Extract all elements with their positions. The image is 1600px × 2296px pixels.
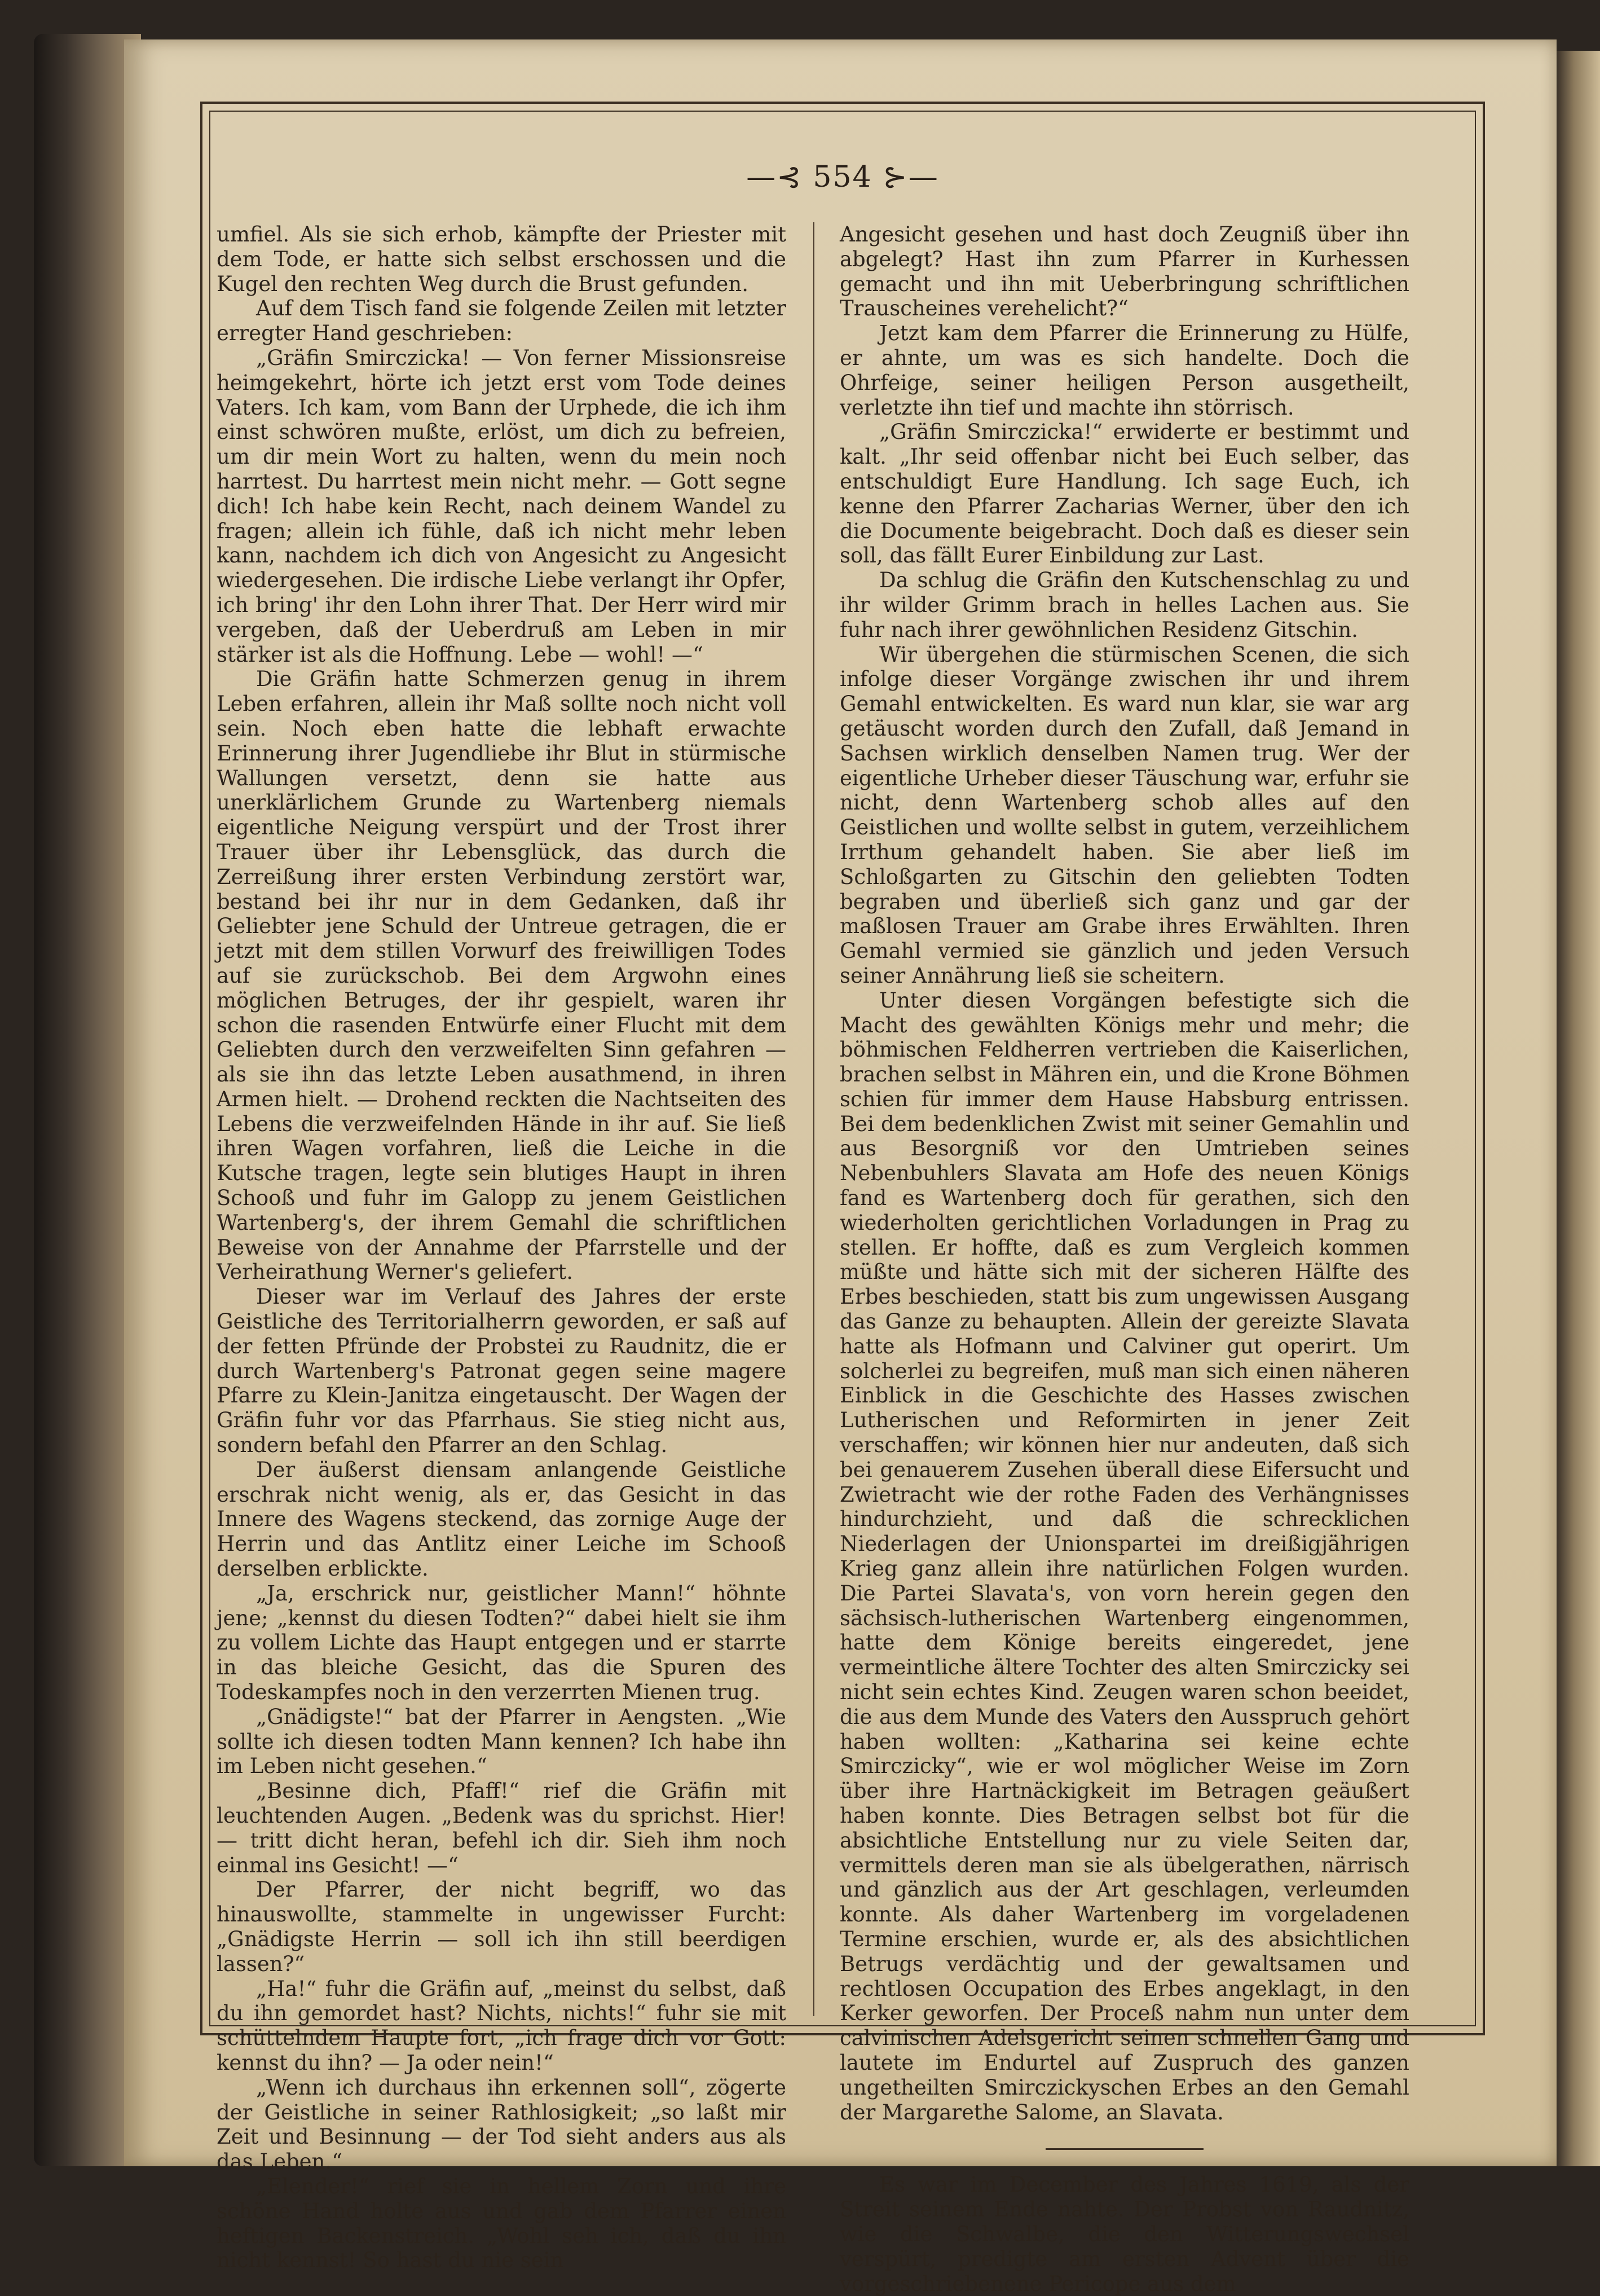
paragraph: „Ja, erschrick nur, geistlicher Mann!“ höhnte jene; „kennst du diesen Todten?“ dabei hielt sie ihm zu vollem Lichte das Haupt entgegen und er starrte in das bleiche Gesicht, das die Spuren des Todeskampfes noch in den verzerrten Mienen trug. (217, 1581, 786, 1705)
adjacent-page-edge (1557, 51, 1600, 2166)
paragraph: „Wenn ich durchaus ihn erkennen soll“, zögerte der Geistliche in seiner Rathlosigkeit; „so laßt mir Zeit und Besinnung — der Tod sieht anders aus als das Leben.“ (217, 2075, 786, 2174)
paragraph: Unter diesen Vorgängen befestigte sich die Macht des gewählten Königs mehr und mehr; die böhmischen Feldherren vertrieben die Kaiserlichen, brachen selbst in Mähren ein, und die Krone Böhmen schien für immer dem Hause Habsburg entrissen. Bei dem bedenklichen Zwist mit seiner Gemahlin und aus Besorgniß vor den Umtrieben seines Nebenbuhlers Slavata am Hofe des neuen Königs fand es Wartenberg doch für gerathen, sich den wiederholten gerichtlichen Vorladungen in Prag zu stellen. Er hoffte, daß es zum Vergleich kommen müßte und hätte sich mit der sicheren Hälfte des Erbes beschieden, statt bis zum ungewissen Ausgang das Ganze zu behaupten. Allein der gereizte Slavata hatte als Hofmann und Calviner gut operirt. Um solcherlei zu begreifen, muß man sich einen näheren Einblick in die Geschichte des Hasses zwischen Lutherischen und Reformirten in jener Zeit verschaffen; wir können hier nur andeuten, daß sich bei genauerem Zusehen überall diese Eifersucht und Zwietracht wie der rothe Faden des Verhängnisses hindurchzieht, und daß die schrecklichen Niederlagen der Unionspartei im dreißigjährigen Krieg ganz allein ihre natürlichen Folgen wurden. Die Partei Slavata's, von vorn herein gegen den sächsisch-lutherischen Wartenberg eingenommen, hatte dem Könige bereits eingeredet, jene vermeintliche ältere Tochter des alten Smirczicky sei nicht sein echtes Kind. Zeugen waren schon beeidet, die aus dem Munde des Vaters den Ausspruch gehört haben wollten: „Katharina sei keine echte Smirczicky“, wie er wol möglicher Weise im Zorn über ihre Hartnäckigkeit im Betragen geäußert haben konnte. Dies Betragen selbst bot für die absichtliche Entstellung nur zu viele Seiten dar, vermittels deren man sie als übelgerathen, närrisch und gänzlich aus der Art geschlagen, verleumden konnte. Als daher Wartenberg im vorgeladenen Termine erschien, wurde er, als des absichtlichen Betrugs verdächtig und der gewaltsamen und rechtlosen Occupation des Erbes angeklagt, in den Kerker geworfen. Der Proceß nahm nun unter dem calvinischen Adelsgericht seinen schnellen Gang und lautete im Endurtel auf Zuspruch des ganzen ungetheilten Smirczickyschen Erbes an den Gemahl der Margarethe Salome, an Slavata. (840, 988, 1409, 2125)
paragraph: Auf dem Tisch fand sie folgende Zeilen mit letzter erregter Hand geschrieben: (217, 296, 786, 346)
paragraph: Wir übergehen die stürmischen Scenen, die sich infolge dieser Vorgänge zwischen ihr und ihrem Gemahl entwickelten. Es ward nun klar, sie war arg getäuscht worden durch den Zufall, daß Jemand in Sachsen wirklich denselben Namen trug. Wer der eigentliche Urheber dieser Täuschung war, erfuhr sie nicht, denn Wartenberg schob alles auf den Geistlichen und wollte selbst in gutem, verzeihlichem Irrthum gehandelt haben. Sie aber ließ im Schloßgarten zu Gitschin den geliebten Todten begraben und überließ sich ganz und gar der maßlosen Trauer am Grabe ihres Erwählten. Ihren Gemahl vermied sie gänzlich und jeden Versuch seiner Annährung ließ sie scheitern. (840, 642, 1409, 988)
paragraph: „Gräfin Smirczicka!“ erwiderte er bestimmt und kalt. „Ihr seid offenbar nicht bei Euch selber, das entschuldigt Eure Handlung. Ich sage Euch, ich kenne den Pfarrer Zacharias Werner, über den ich die Documente beigebracht. Doch daß es dieser sein soll, das fällt Eurer Einbildung zur Last. (840, 420, 1409, 568)
paragraph: Die Gräfin hatte Schmerzen genug in ihrem Leben erfahren, allein ihr Maß sollte noch nicht voll sein. Noch eben hatte die lebhaft erwachte Erinnerung ihrer Jugendliebe ihr Blut in stürmische Wallungen versetzt, denn sie hatte aus unerklärlichem Grunde zu Wartenberg niemals eigentliche Neigung verspürt und der Trost ihrer Trauer über ihr Lebensglück, das durch die Zerreißung ihrer ersten Verbindung zerstört war, bestand bei ihr nur in dem Gedanken, daß ihr Geliebter jene Schuld der Untreue getragen, die er jetzt mit dem stillen Vorwurf des freiwilligen Todes auf sie zurückschob. Bei dem Argwohn eines möglichen Betruges, der ihr gespielt, waren ihr schon die rasenden Entwürfe einer Flucht mit dem Geliebten durch den verzweifelten Sinn gefahren — als sie ihn das letzte Leben ausathmend, in ihren Armen hielt. — Drohend reckten die Nachtseiten des Lebens die verzweifelnden Hände in ihr auf. Sie ließ ihren Wagen vorfahren, ließ die Leiche in die Kutsche tragen, legte sein blutiges Haupt in ihren Schooß und fuhr im Galopp zu jenem Geistlichen Wartenberg's, der ihrem Gemahl die schriftlichen Beweise von der Annahme der Pfarrstelle und der Verheirathung Werner's geliefert. (217, 667, 786, 1285)
paragraph: Es war im December des Jahres 1619, als der Streit seinem Ende nahte. Der Probst von Raudnitz, wie die Schwalbe, die den Witterungswechsel verspürt, predigte am ersten Advent über die vorgeschriebenene Pericope aus dem (840, 2172, 1409, 2296)
section-divider (1046, 2148, 1204, 2150)
paragraph: „Gnädigste!“ bat der Pfarrer in Aengsten. „Wie sollte ich diesen todten Mann kennen? Ich habe ihn im Leben nicht gesehen.“ (217, 1704, 786, 1779)
paragraph: „Gräfin Smirczicka! — Von ferner Missionsreise heimgekehrt, hörte ich jetzt erst vom Tode deines Vaters. Ich kam, vom Bann der Urphede, die ich ihm einst schwören mußte, erlöst, um dich zu befreien, um dir mein Wort zu halten, wenn du mein noch harrtest. Du harrtest mein nicht mehr. — Gott segne dich! Ich habe kein Recht, nach deinem Wandel zu fragen; allein ich fühle, daß ich nicht mehr leben kann, nachdem ich dich von Angesicht zu Angesicht wiedergesehen. Die irdische Liebe verlangt ihr Opfer, ich bring' ihr den Lohn ihrer That. Der Herr wird mir vergeben, daß der Ueberdruß am Leben in mir stärker ist als die Hoffnung. Lebe — wohl! —“ (217, 345, 786, 667)
paragraph: umfiel. Als sie sich erhob, kämpfte der Priester mit dem Tode, er hatte sich selbst erschossen und die Kugel den rechten Weg durch die Brust gefunden. (217, 222, 786, 296)
paragraph: Der Pfarrer, der nicht begriff, wo das hinauswollte, stammelte in ungewisser Furcht: „Gnädigste Herrin — soll ich ihn still beerdigen lassen?“ (217, 1877, 786, 1976)
paragraph: Der äußerst diensam anlangende Geistliche erschrak nicht wenig, als er, das Gesicht in das Innere des Wagens steckend, das zornige Auge der Herrin und das Antlitz einer Leiche im Schooß derselben erblickte. (217, 1457, 786, 1581)
paragraph: Da schlug die Gräfin den Kutschenschlag zu und ihr wilder Grimm brach in helles Lachen aus. Sie fuhr nach ihrer gewöhnlichen Residenz Gitschin. (840, 568, 1409, 642)
paragraph: „Ha!“ fuhr die Gräfin auf, „meinst du selbst, daß du ihn gemordet hast? Nichts, nichts!“ fuhr sie mit schüttelndem Haupte fort, „ich frage dich vor Gott: kennst du ihn? — Ja oder nein!“ (217, 1976, 786, 2075)
paragraph: Jetzt kam dem Pfarrer die Erinnerung zu Hülfe, er ahnte, um was es sich handelte. Doch die Ohrfeige, seiner heiligen Person ausgetheilt, verletzte ihn tief und machte ihn störrisch. (840, 321, 1409, 420)
column-divider (813, 222, 814, 2016)
paragraph: „Besinne dich, Pfaff!“ rief die Gräfin mit leuchtenden Augen. „Bedenk was du sprichst. Hier! — tritt dicht heran, befehl ich dir. Sieh ihm noch einmal ins Gesicht! —“ (217, 1779, 786, 1877)
paragraph: Angesicht gesehen und hast doch Zeugniß über ihn abgelegt? Hast ihn zum Pfarrer in Kurhessen gemacht und ihn mit Ueberbringung schriftlichen Trauscheines verehelicht?“ (840, 222, 1409, 321)
left-text-column (217, 222, 786, 2273)
right-text-column (840, 222, 1409, 2296)
paragraph: Dieser war im Verlauf des Jahres der erste Geistliche des Territorialherrn geworden, er saß auf der fetten Pfründe der Probstei zu Raudnitz, die er durch Wartenberg's Patronat gegen seine magere Pfarre zu Klein-Janitza eingetauscht. Der Wagen der Gräfin fuhr vor das Pfarrhaus. Sie stieg nicht aus, sondern befahl den Pfarrer an den Schlag. (217, 1285, 786, 1458)
book-page (124, 39, 1557, 2296)
page-number: —⊰ 554 ⊱— (746, 160, 939, 194)
paragraph: „Elender!“ rief sie in hellem Zorn und ihre schöne Hand holte aus und gab dem Pfarrer einen heftigen Backenstreich. „Wohl seh ich, daß du ihn nicht kennst! So hast du nie sein (217, 2174, 786, 2273)
page-frame (200, 102, 1485, 2296)
